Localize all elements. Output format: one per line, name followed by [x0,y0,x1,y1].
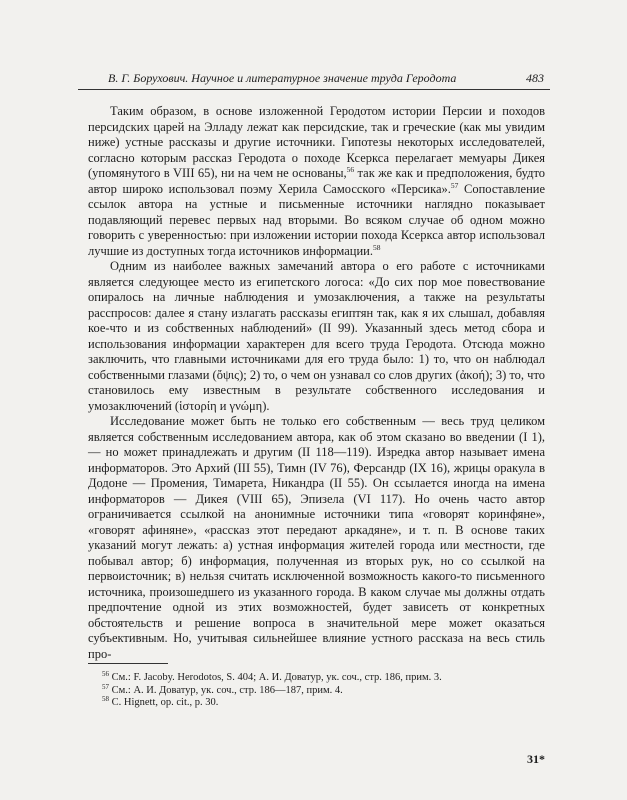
footnote-rule [88,663,168,664]
footnotes [88,672,545,710]
paragraph: Одним из наиболее важных замечаний автора о его работе с источниками является следующее место из египетского логоса: «До сих пор мое повествование опиралось на личные наблюдения и умозаключения, а также на результаты расспросов: далее я стану излагать рассказы египтян так, как я их слышал, добавляя кое-что и из собственных наблюдений» (II 99). Указанный здесь метод сбора и использования информации характерен для всего труда Геродота. Отсюда можно заключить, что главными источниками для его труда было: 1) то, что он наблюдал собственными глазами (ὄψις); 2) то, о чем он узнавал со слов других (ἀκοή); 3) то, что становилось ему известным в результате собственного исследования и умозаключений (ἱστορίη и γνώμη). [88,259,546,413]
main-text [88,104,545,662]
footnote-ref: 56 [346,165,355,174]
paragraph: Таким образом, в основе изложенной Геродотом истории Персии и походов персидских царей на Элладу лежат как персидские, так и греческие (как мы увидим ниже) устные рассказы и другие источники. Гипотезы некоторых исследователей, согласно которым рассказ Геродота о походе Ксеркса перелагает мемуары Дикея (упомянутого в VIII 65), ни на чем не основаны,$^{56}$ так же как и предположения, будто автор широко использовал поэму Херила Самосского «Персика».$^{57}$ Сопоставление ссылок автора на устные и письменные источники наглядно показывает подавляющий перевес первых над вторыми. Во всяком случае об одном можно говорить с уверенностью: при изложении истории похода Ксеркса автор использовал лучшие из доступных тогда источников информации.$^{58}$ [88,104,545,258]
signature-mark: 31* [527,752,545,766]
footnote: $^{57}$ См.: А. И. Доватур, ук. соч., стр. 186—187, прим. 4. [102,682,343,696]
footnote-ref: 57 [450,180,459,190]
page-number: 483 [526,71,544,85]
running-header [78,68,550,88]
paragraph: Исследование может быть не только его собственным — весь труд целиком является собственным исследованием автора, как об этом сказано во введении (I 1), — но может принадлежать и другим (II 118—119). Изредка автор называет имена информаторов. Это Архий (III 55), Тимн (IV 76), Ферсандр (IX 16), жрицы оракула в Додоне — Промения, Тимарета, Никандра (II 55). Он ссылается иногда на имена информаторов — Дикея (VIII 65), Эпизела (VI 117). Но очень часто автор ограничивается ссылкой на анонимные источники типа «говорят коринфяне», «говорят афиняне», «рассказ этот передают аркадяне», и т. п. В основе таких указаний могут лежать: а) устная информация жителей города или местности, где побывал автор; б) информация, полученная из вторых рук, но со ссылкой на первоисточник; в) нельзя считать исключенной возможность какого-то письменного источника, произошедшего из указанного города. В каком случае мы должны отдать предпочтение одной из этих возможностей, будет зависеть от конкретных обстоятельств и решение вопроса в значительной мере может оказаться субъективным. Но, учитывая сильнейшее влияние устного рассказа на весь стиль про- [88,414,545,661]
footnote: $^{58}$ C. Hignett, op. cit., p. 30. [102,695,219,708]
header-rule [78,89,550,90]
running-title: В. Г. Борухович. Научное и литературное значение труда Геродота [108,71,457,85]
footnote-ref: 58 [372,242,381,252]
footnote: $^{56}$ См.: F. Jacoby. Herodotos, S. 404; А. И. Доватур, ук. соч., стр. 186, прим. 3. [102,670,442,683]
